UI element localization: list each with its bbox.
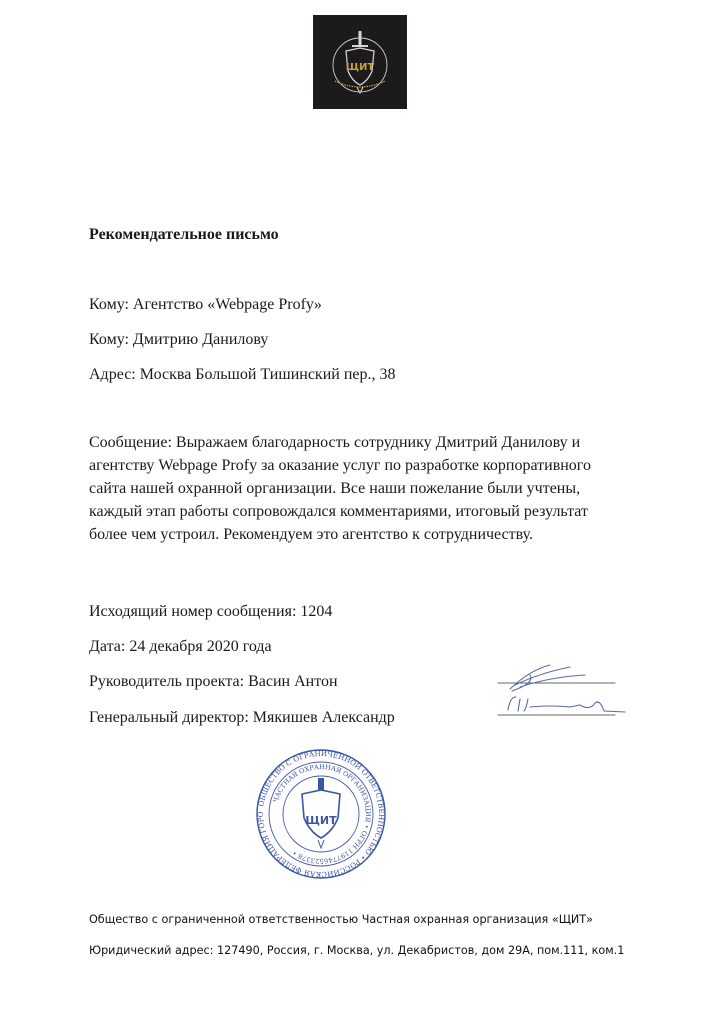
letter-title: Рекомендательное письмо [89,226,279,243]
recipient-address: Адрес: Москва Большой Тишинский пер., 38 [89,366,396,383]
company-stamp [252,748,390,885]
message-line: каждый этап работы сопровождался комментариями, итоговый результат [89,503,588,520]
message-body [89,431,634,546]
shield-sword-logo-icon [313,15,407,109]
message-line: более чем устроил. Рекомендуем это агентство к сотрудничеству. [89,526,534,543]
recipient-person: Кому: Дмитрию Данилову [89,331,269,348]
project-manager: Руководитель проекта: Васин Антон [89,673,338,690]
message-line: сайта нашей охранной организации. Все наши пожелание были учтены, [89,480,581,497]
logo-brand-text: ЩИТ [345,62,375,73]
stamp-seal-icon [252,748,390,880]
message-line: Сообщение: Выражаем благодарность сотруднику Дмитрий Данилову и [89,434,581,451]
message-line: агентству Webpage Profy за оказание услуг по разработке корпоративного [89,457,591,474]
outgoing-number: Исходящий номер сообщения: 1204 [89,603,333,620]
stamp-outer-text: ОБЩЕСТВО С ОГРАНИЧЕННОЙ ОТВЕТСТВЕННОСТЬЮ • РОССИЙСКАЯ ФЕДЕРАЦИЯ ГОРО [255,748,387,880]
general-director: Генеральный директор: Мякишев Александр [89,709,395,726]
company-logo [313,15,407,109]
footer-company-name: Общество с ограниченной ответственностью Частная охранная организация «ЩИТ» [89,913,593,926]
recipient-agency: Кому: Агентство «Webpage Profy» [89,296,322,313]
letter-date: Дата: 24 декабря 2020 года [89,638,272,655]
stamp-center-text: ЩИТ [305,814,337,827]
stamp-inner-text: ЧАСТНАЯ ОХРАННАЯ ОРГАНИЗАЦИЯ • ОГРН 1197746523378 • [271,762,373,866]
signatures [490,655,640,730]
footer-legal-address: Юридический адрес: 127490, Россия, г. Москва, ул. Декабристов, дом 29А, пом.111, ком.1 [89,944,625,957]
signature-icon [490,655,640,725]
